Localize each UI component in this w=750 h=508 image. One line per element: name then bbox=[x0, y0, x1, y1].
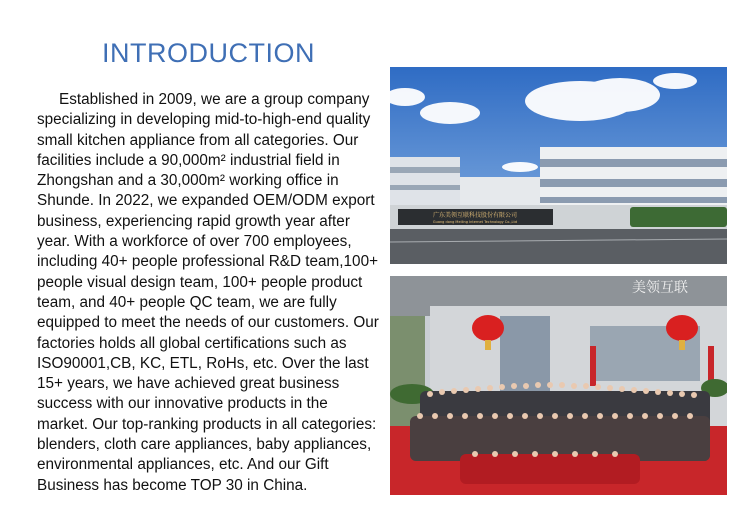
factory-sign-cn: 广东美领互联科技股份有限公司 bbox=[432, 212, 518, 219]
introduction-paragraph: Established in 2009, we are a group company specializing in developing mid-to-high-end quality small kitchen appliance from all categories. Our facilities include a 90,000m² industrial field in Zhongshan and a 30,000m² working office in Shunde. In 2022, we expanded OEM/ODM export business, experiencing rapid growth year after year. With a workforce of over 700 employees, including 40+ people professional R&D team,100+ people visual design team, 100+ people product team, and 40+ people QC team, we are fully equipped to meet the needs of our customers. Our factories holds all global certifications such as ISO90001,CB, KC, ETL, RoHs, etc. Over the last 15+ years, we have achieved great business success with our innovative products in the market. Our top-ranking products in all categories: blenders, cloth care appliances, baby appliances, environmental appliances, etc. And our Gift Business has become TOP 30 in China. bbox=[37, 91, 379, 494]
page-title: INTRODUCTION bbox=[102, 38, 315, 68]
team-group-photo bbox=[390, 276, 727, 495]
building-logo-text: 美领互联 bbox=[632, 280, 688, 296]
factory-building-photo bbox=[390, 67, 727, 264]
factory-sign-en: Guang dong Meiling Internet Technology Co.,Ltd bbox=[432, 220, 518, 224]
